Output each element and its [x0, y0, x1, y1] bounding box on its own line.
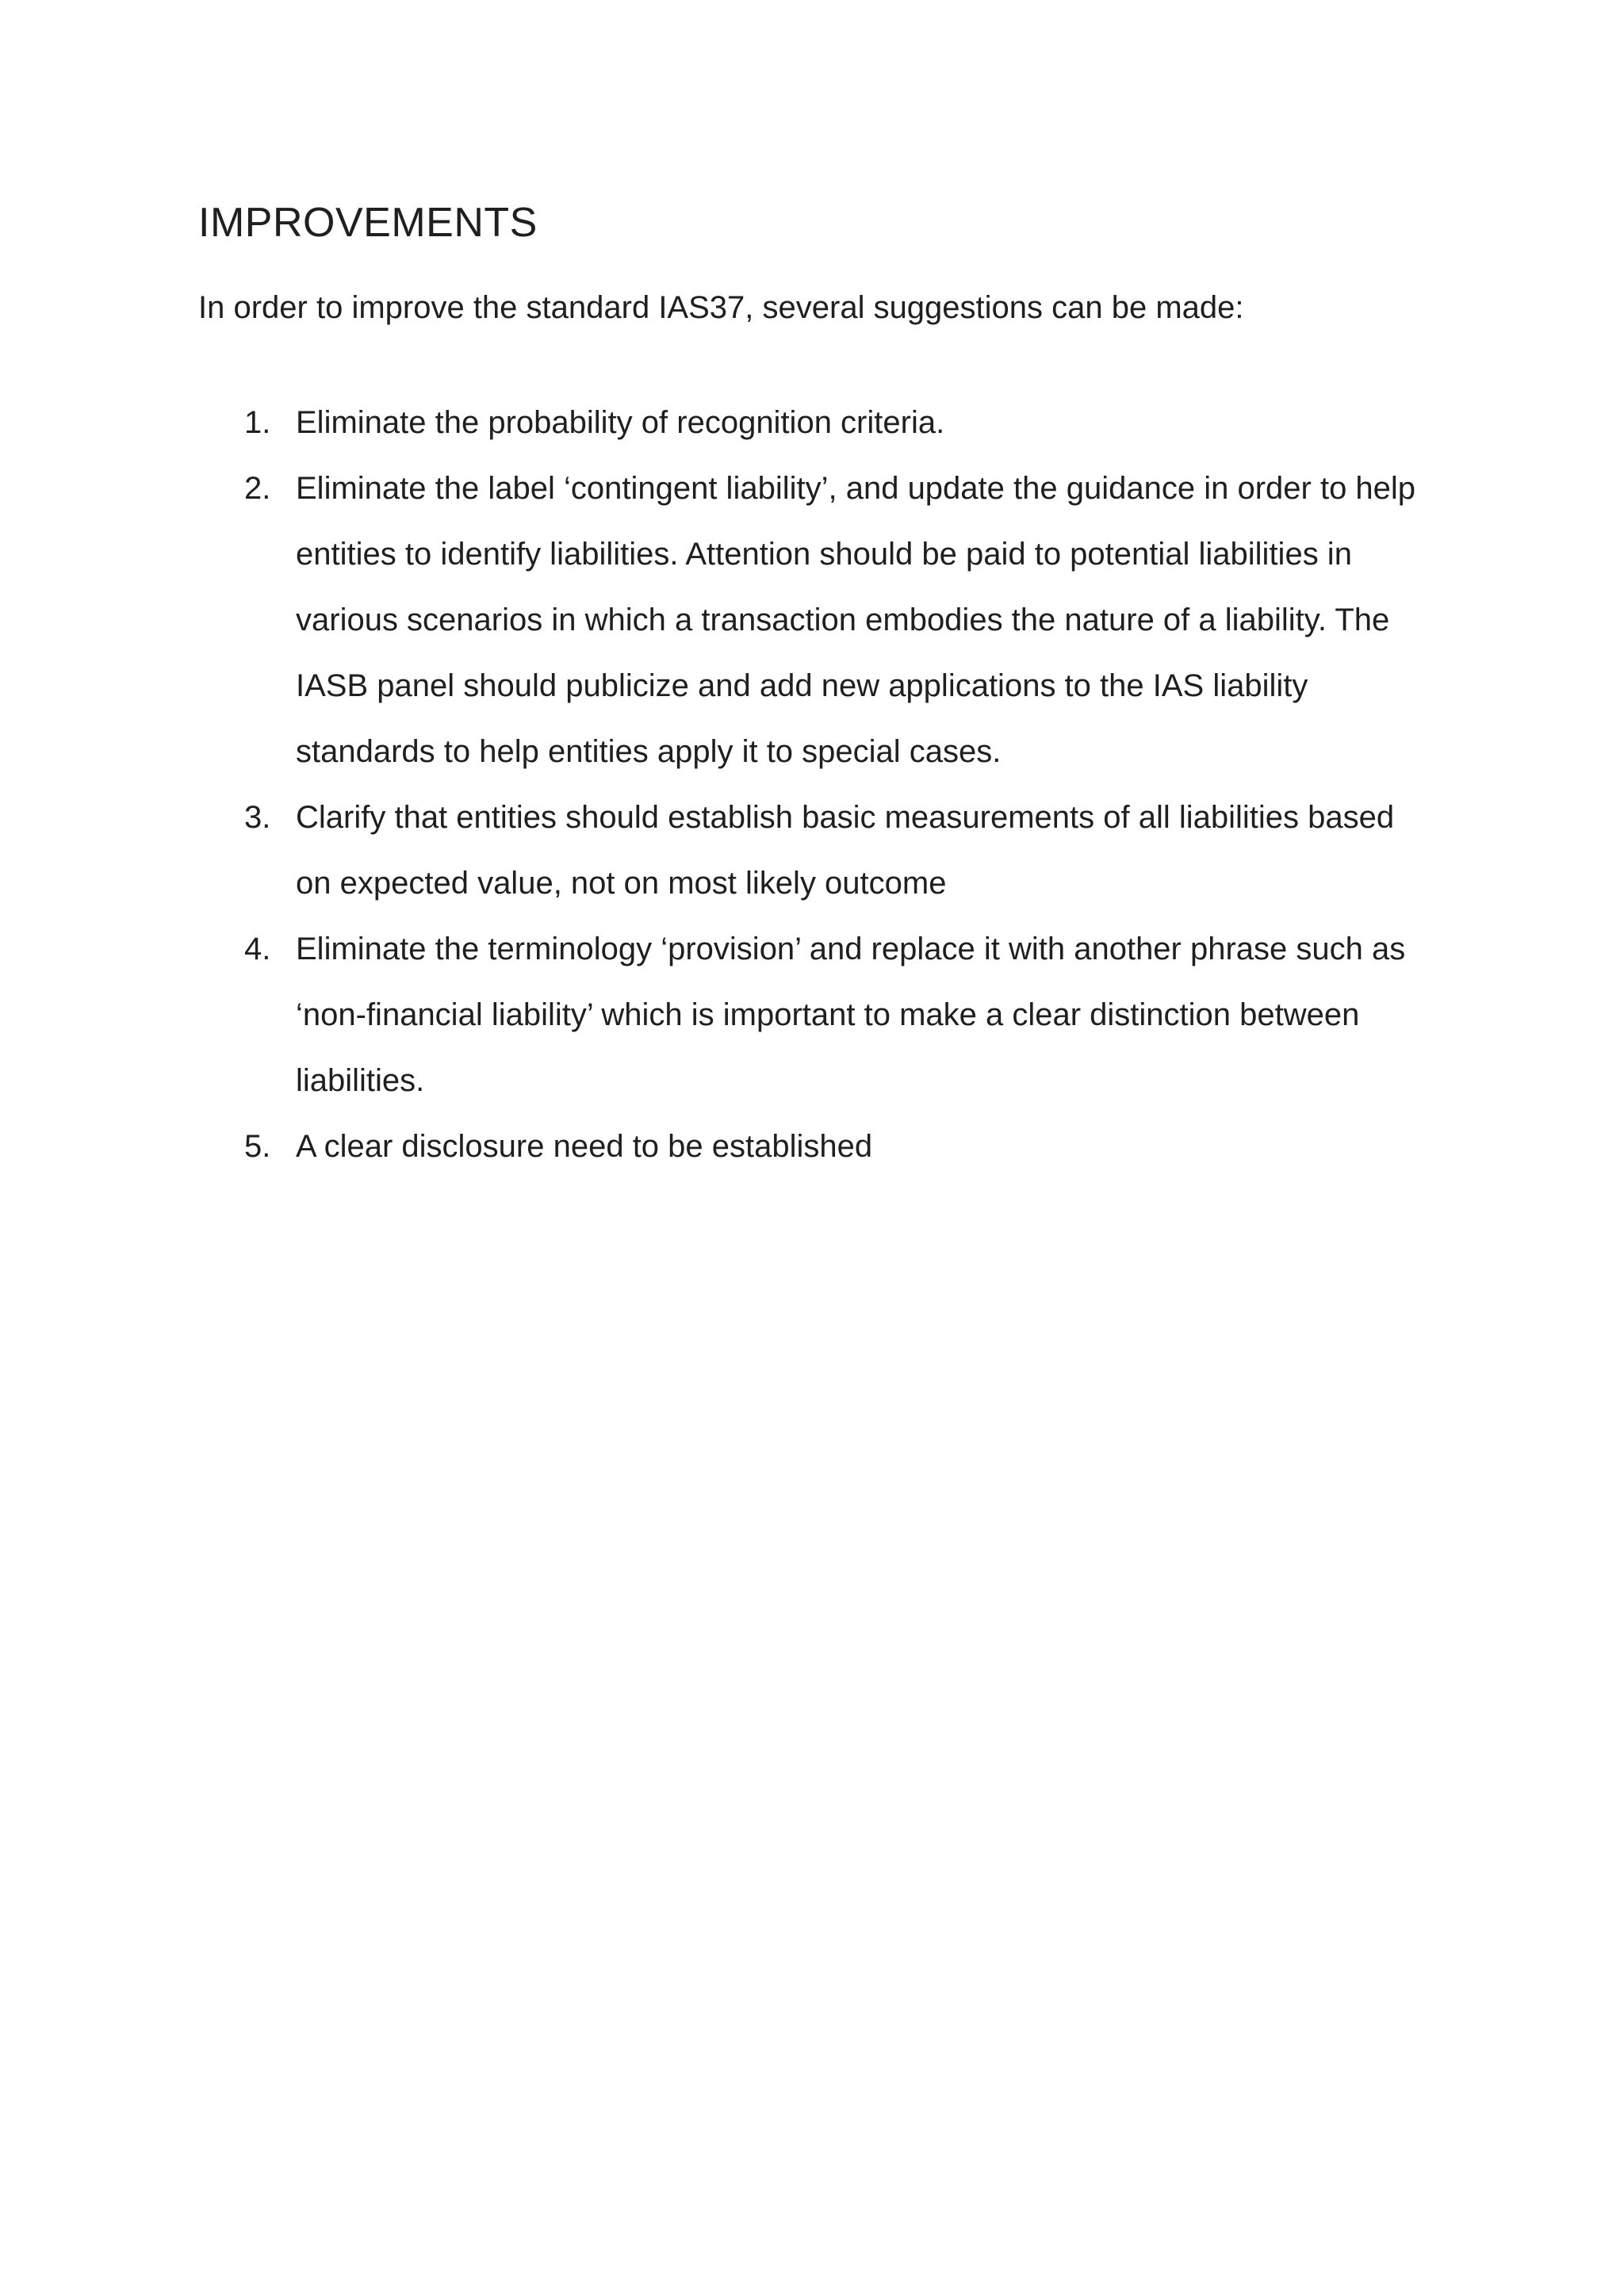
list-item: [198, 1114, 1435, 1180]
list-item-number: 2.: [244, 471, 271, 507]
list-item-text: Eliminate the probability of recognition criteria.: [296, 405, 945, 441]
suggestions-list: [198, 390, 1435, 1180]
section-heading: IMPROVEMENTS: [198, 200, 538, 246]
list-item-number: 4.: [244, 932, 271, 967]
list-item-text: Eliminate the terminology ‘provision’ and replace it with another phrase such as ‘non-financial liability’ which is important to make a clear distinction between liabilities.: [296, 932, 1406, 1099]
list-item-text: Eliminate the label ‘contingent liability’, and update the guidance in order to help entities to identify liabilities. Attention should be paid to potential liabilities in various scenarios in which a transaction embodies the nature of a liability. The IASB panel should publicize and add new applications to the IAS liability standards to help entities apply it to special cases.: [296, 471, 1416, 770]
list-item-text: Clarify that entities should establish basic measurements of all liabilities based on expected value, not on most likely outcome: [296, 800, 1395, 901]
list-item-number: 3.: [244, 800, 271, 836]
list-item-number: 1.: [244, 405, 271, 441]
intro-paragraph: In order to improve the standard IAS37, several suggestions can be made:: [198, 290, 1244, 326]
list-item: [198, 456, 1435, 785]
list-item: [198, 390, 1435, 456]
list-item-number: 5.: [244, 1129, 271, 1165]
document-content: [198, 198, 1435, 1180]
list-item-text: A clear disclosure need to be established: [296, 1129, 873, 1165]
list-item: [198, 785, 1435, 916]
list-item: [198, 916, 1435, 1114]
